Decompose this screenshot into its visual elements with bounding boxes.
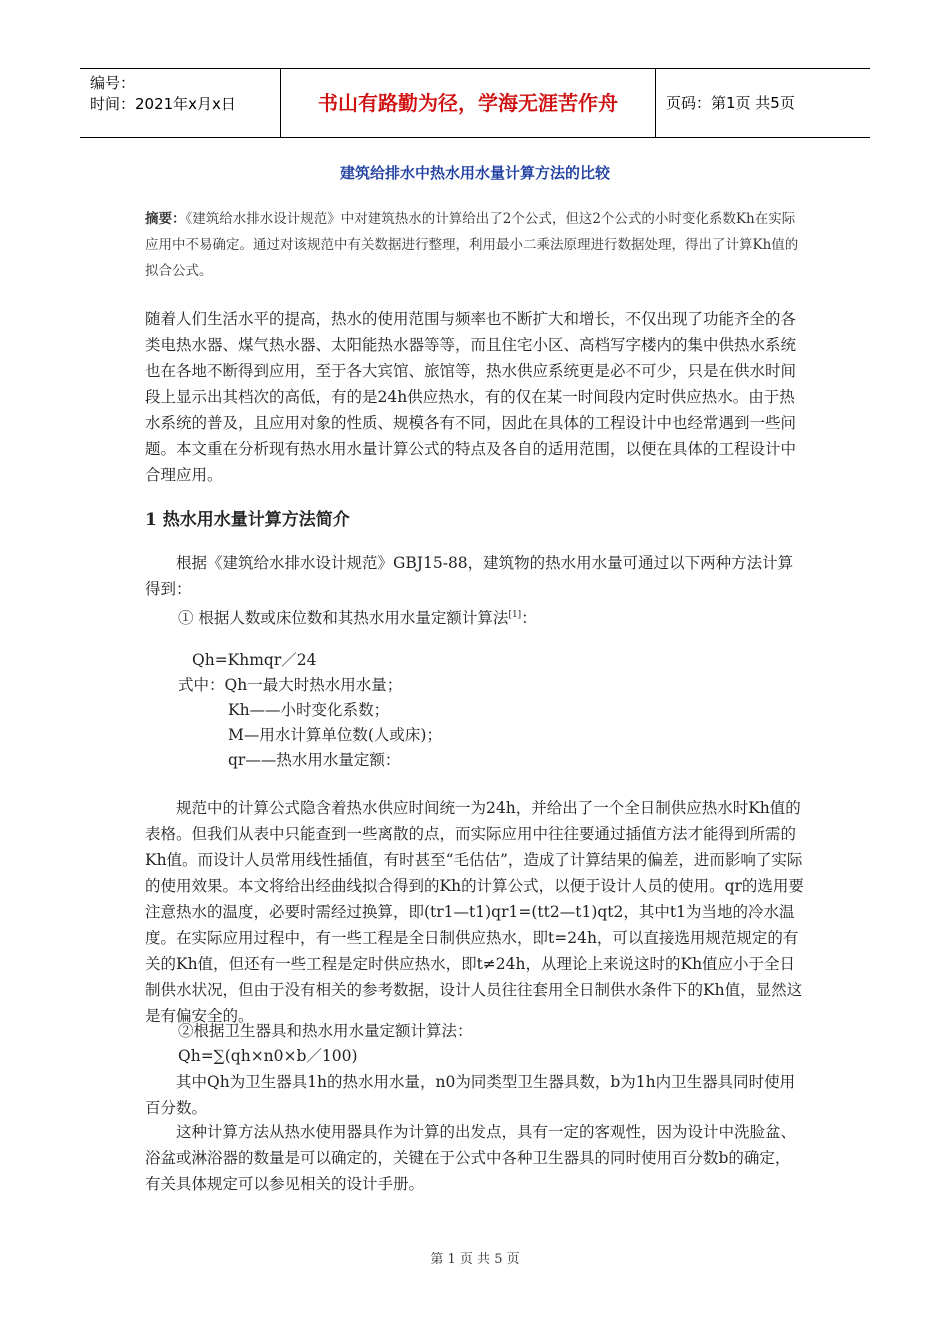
document-title: 建筑给排水中热水用水量计算方法的比较	[339, 164, 610, 182]
method-1-text: ① 根据人数或床位数和其热水用水量定额计算法	[178, 609, 509, 628]
page-footer: 第 1 页 共 5 页	[430, 1252, 520, 1267]
definition-m: M—用水计算单位数(人或床)；	[228, 726, 442, 744]
document-time: 时间：2021年x月x日	[90, 95, 236, 113]
formula-2: Qh=∑(qh×n0×b／100)	[178, 1047, 358, 1065]
section-heading: 1 热水用水量计算方法简介	[145, 510, 350, 530]
formula-where: 式中：Qh一最大时热水用水量；	[178, 676, 403, 694]
method-2: ②根据卫生器具和热水用水量定额计算法：	[178, 1022, 473, 1040]
section-paragraph: 这种计算方法从热水使用器具作为计算的出发点，具有一定的客观性，因为设计中洗脸盆、浴盆或淋浴器的数量是可以确定的，关键在于公式中各种卫生器具的同时使用百分数b的确定，有关具体规定可以参见相关的设计手册。	[145, 1123, 797, 1193]
section-paragraph: 其中Qh为卫生器具1h的热水用水量，n0为同类型卫生器具数，b为1h内卫生器具同时使用百分数。	[145, 1073, 796, 1117]
header-motto: 书山有路勤为径，学海无涯苦作舟	[318, 91, 618, 115]
citation-ref: [1]	[508, 610, 522, 620]
definition-qr: qr——热水用水量定额：	[228, 751, 401, 769]
method-1	[178, 603, 537, 630]
document-number: 编号：	[90, 74, 136, 92]
definition-kh: Kh——小时变化系数；	[228, 701, 390, 719]
abstract	[145, 206, 805, 284]
abstract-text: 《建筑给水排水设计规范》中对建筑热水的计算给出了2个公式，但这2个公式的小时变化系数Kh在实际应用中不易确定。通过对该规范中有关数据进行整理，利用最小二乘法原理进行数据处理，得出了计算Kh值的拟合公式。	[145, 211, 799, 279]
intro-paragraph: 随着人们生活水平的提高，热水的使用范围与频率也不断扩大和增长，不仅出现了功能齐全的各类电热水器、煤气热水器、太阳能热水器等等，而且住宅小区、高档写字楼内的集中供热水系统也在各地不断得到应用，至于各大宾馆、旅馆等，热水供应系统更是必不可少，只是在供水时间段上显示出其档次的高低，有的是24h供应热水，有的仅在某一时间段内定时供应热水。由于热水系统的普及，且应用对象的性质、规模各有不同，因此在具体的工程设计中也经常遇到一些问题。本文重在分析现有热水用水量计算公式的特点及各自的适用范围，以便在具体的工程设计中合理应用。	[145, 310, 797, 484]
header-page-info: 页码：第1页 共5页	[666, 94, 795, 112]
page-header	[80, 68, 870, 138]
formula-1: Qh=Khmqr／24	[192, 651, 317, 669]
method-1-colon: ：	[521, 609, 537, 628]
header-divider	[655, 69, 656, 137]
section-paragraph: 根据《建筑给水排水设计规范》GBJ15-88，建筑物的热水用水量可通过以下两种方法计算得到：	[145, 554, 794, 598]
abstract-label: 摘要：	[145, 211, 186, 227]
header-meta	[90, 73, 285, 115]
section-paragraph: 规范中的计算公式隐含着热水供应时间统一为24h，并给出了一个全日制供应热水时Kh值的表格。但我们从表中只能查到一些离散的点，而实际应用中往往要通过插值方法才能得到所需的Kh值。而设计人员常用线性插值，有时甚至“毛估估”，造成了计算结果的偏差，进而影响了实际的使用效果。本文将给出经曲线拟合得到的Kh的计算公式，以便于设计人员的使用。qr的选用要注意热水的温度，必要时需经过换算，即(tr1—t1)qr1=(tt2—t1)qt2，其中t1为当地的冷水温度。在实际应用过程中，有一些工程是全日制供应热水，即t=24h，可以直接选用规范规定的有关的Kh值，但还有一些工程是定时供应热水，即t≠24h，从理论上来说这时的Kh值应小于全日制供水状况，但由于没有相关的参考数据，设计人员往往套用全日制供水条件下的Kh值，显然这是有偏安全的。	[145, 799, 804, 1025]
